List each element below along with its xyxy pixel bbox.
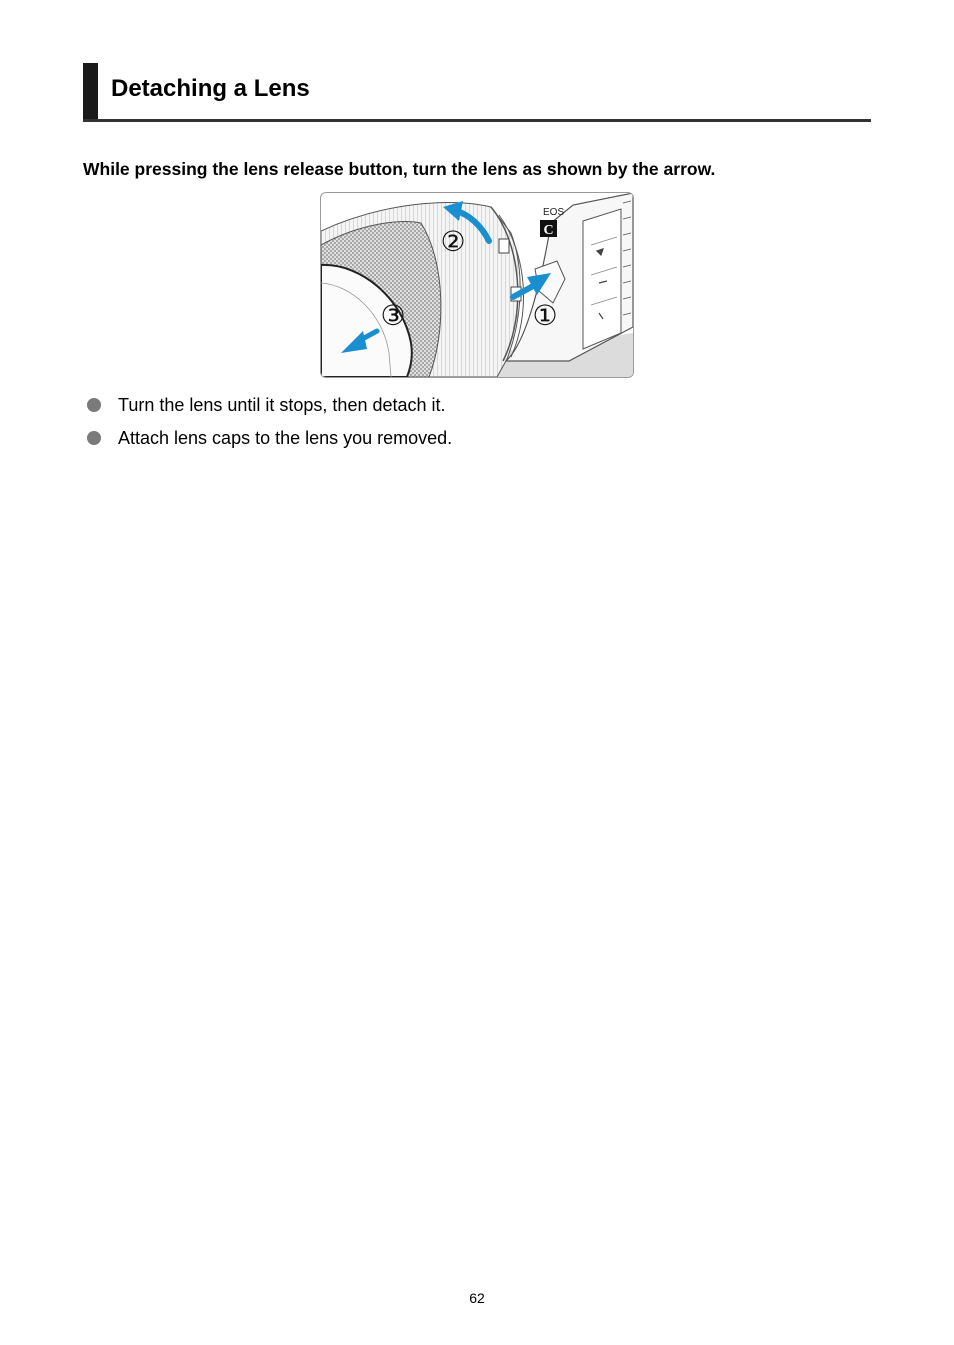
- step-marker-3: ③: [380, 299, 406, 332]
- bullet-dot-icon: [87, 431, 101, 445]
- bullet-dot-icon: [87, 398, 101, 412]
- list-item: [83, 426, 452, 459]
- list-item: [83, 393, 452, 426]
- heading-accent-bar: [83, 63, 98, 119]
- step-marker-2: ②: [440, 225, 466, 258]
- camera-badge-text: EOS: [543, 207, 565, 218]
- bullet-list: [83, 393, 452, 459]
- page-number: 62: [469, 1290, 485, 1306]
- step-marker-1: ①: [532, 299, 558, 332]
- list-item-text: Attach lens caps to the lens you removed.: [118, 428, 453, 448]
- camera-badge-letter: C: [543, 223, 554, 238]
- instruction-text: While pressing the lens release button, turn the lens as shown by the arrow.: [83, 159, 716, 179]
- page-title: Detaching a Lens: [111, 75, 310, 102]
- list-item-text: Turn the lens until it stops, then detach it.: [118, 395, 446, 415]
- lens-detach-illustration: [320, 192, 634, 378]
- section-heading: [83, 63, 871, 122]
